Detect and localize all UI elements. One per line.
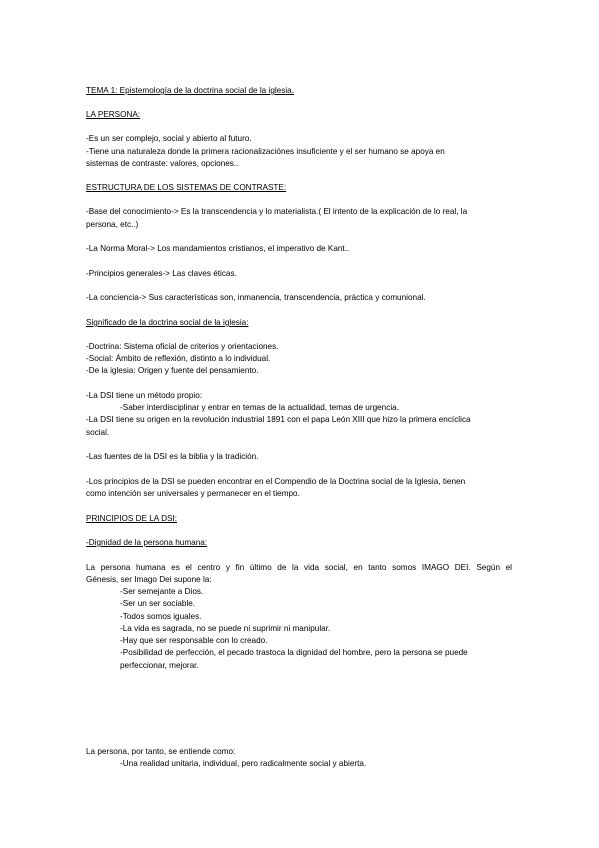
list-item: -Posibilidad de perfección, el pecado trastoca la dignidad del hombre, pero la persona se puede — [120, 648, 468, 657]
list-item-continuation: perfeccionar, mejorar. — [120, 661, 199, 670]
paragraph-line: -La conciencia-> Sus características son, inmanencia, transcendencia, práctica y comunional. — [86, 293, 426, 302]
paragraph-line: -La Norma Moral-> Los mandamientos cristianos, el imperativo de Kant.. — [86, 244, 350, 253]
paragraph-line: -La DSI tiene su origen en la revolución industrial 1891 con el papa León XIII que hizo la primera encíclica — [86, 415, 471, 424]
section-heading-persona: LA PERSONA: — [86, 110, 141, 119]
paragraph-line: -Base del conocimiento-> Es la transcendencia y lo materialista.( El intento de la explicación de lo real, la — [86, 207, 468, 216]
subheading-dignidad: -Dignidad de la persona humana: — [86, 538, 208, 547]
paragraph-line: -Doctrina: Sistema oficial de criterios y orientaciones. — [86, 342, 279, 351]
paragraph-line: social. — [86, 428, 110, 437]
paragraph-line: La persona humana es el centro y fin último de la vida social, en tanto somos IMAGO DEI. Según el — [86, 563, 512, 572]
section-heading-principios: PRINCIPIOS DE LA DSI: — [86, 514, 177, 523]
paragraph-line: Génesis, ser Imago Dei supone la: — [86, 575, 212, 584]
document-title: TEMA 1: Epistemología de la doctrina social de la iglesia. — [86, 86, 294, 95]
list-item: -Todos somos iguales. — [120, 612, 202, 621]
section-heading-significado: Significado de la doctrina social de la iglesia: — [86, 318, 249, 327]
indented-line: -Saber interdisciplinar y entrar en temas de la actualidad, temas de urgencia. — [120, 403, 399, 412]
list-item: -Ser semejante a Dios. — [120, 587, 204, 596]
list-item: -Ser un ser sociable. — [120, 599, 196, 608]
paragraph-line: -De la iglesia: Origen y fuente del pensamiento. — [86, 366, 259, 375]
section-heading-estructura: ESTRUCTURA DE LOS SISTEMAS DE CONTRASTE: — [86, 183, 287, 192]
paragraph-line: -Tiene una naturaleza donde la primera racionalizaciónes insuficiente y el ser humano se apoya en — [86, 147, 445, 156]
list-item: -Una realidad unitaria, individual, pero radicalmente social y abierta. — [120, 759, 367, 768]
paragraph-line: La persona, por tanto, se entiende como: — [86, 747, 236, 756]
paragraph-line: -Social: Ámbito de reflexión, distinto a lo individual. — [86, 354, 271, 363]
paragraph-line: -Las fuentes de la DSI es la biblia y la tradición. — [86, 452, 259, 461]
paragraph-line: -Los principios de la DSI se pueden encontrar en el Compendio de la Doctrina social de la Iglesia, tienen — [86, 477, 466, 486]
list-item: -La vida es sagrada, no se puede ni suprimir ni manipular. — [120, 624, 331, 633]
paragraph-line: -Es un ser complejo, social y abierto al futuro. — [86, 134, 252, 143]
paragraph-line: persona, etc..) — [86, 220, 139, 229]
paragraph-line: sistemas de contraste: valores, opciones.. — [86, 159, 239, 168]
paragraph-line: -Principios generales-> Las claves éticas. — [86, 269, 237, 278]
list-item: -Hay que ser responsable con lo creado. — [120, 636, 268, 645]
paragraph-line: como intención ser universales y permanecer en el tiempo. — [86, 489, 300, 498]
paragraph-line: -La DSI tiene un método propio: — [86, 391, 203, 400]
